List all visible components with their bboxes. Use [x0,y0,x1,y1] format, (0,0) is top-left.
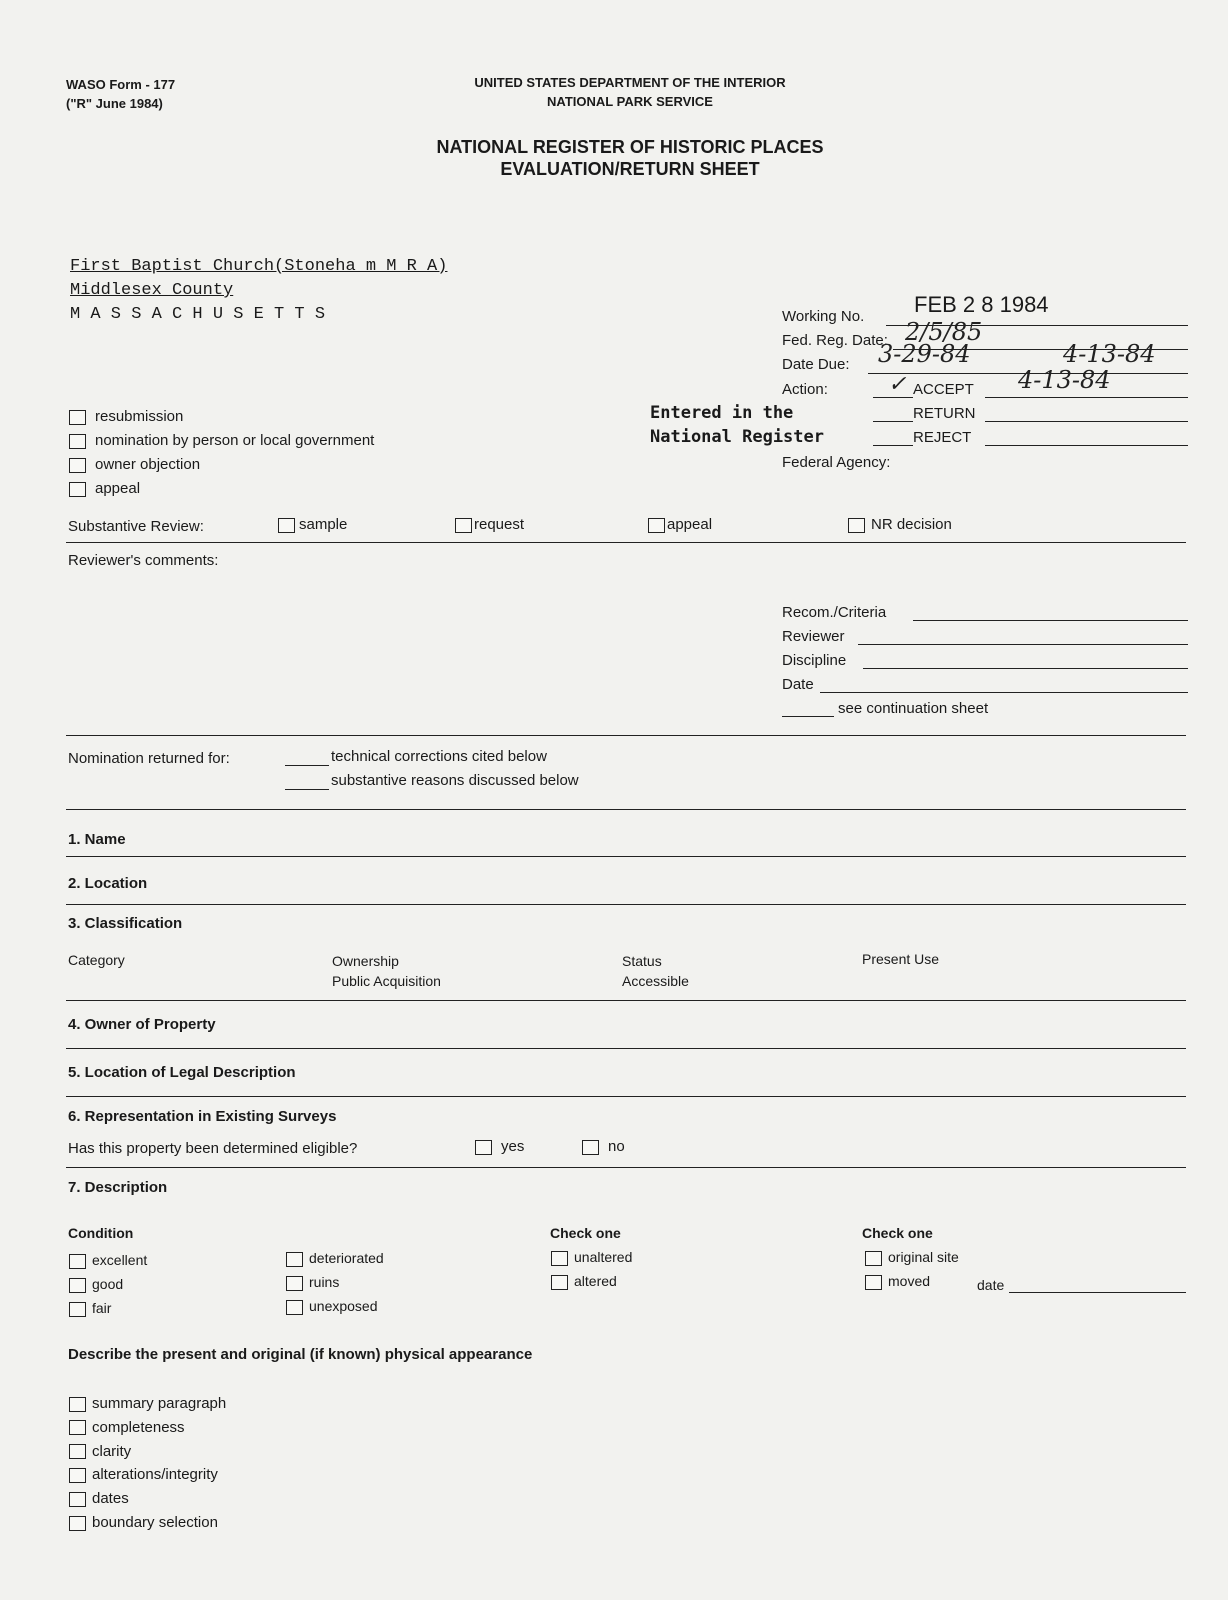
continuation-label: see continuation sheet [838,700,989,717]
stamp-line2: National Register [650,427,824,447]
divider [66,904,1186,905]
checkbox[interactable] [69,1468,86,1483]
accept-date-handwritten: 4-13-84 [1018,366,1111,394]
return-label: RETURN [913,405,976,422]
checkbox[interactable] [648,518,665,533]
accessible-label: Accessible [622,973,689,989]
title-line1: NATIONAL REGISTER OF HISTORIC PLACES [436,137,824,157]
checkbox[interactable] [69,1444,86,1459]
checkbox[interactable] [551,1275,568,1290]
site-moved[interactable]: moved [865,1269,959,1293]
checkbox[interactable] [69,482,86,497]
checkbox[interactable] [69,1278,86,1293]
appearance-clarity[interactable]: clarity [69,1440,226,1464]
divider [66,735,1186,736]
checkbox[interactable] [286,1252,303,1267]
checkbox[interactable] [286,1276,303,1291]
ownership-block [332,951,441,991]
review-option-sample[interactable]: sample [278,516,347,533]
date-due-handwritten-1: 3-29-84 [878,340,971,368]
alteration-altered[interactable]: altered [551,1269,632,1293]
discipline-line[interactable] [863,668,1188,669]
checkbox[interactable] [69,1397,86,1412]
appearance-dates[interactable]: dates [69,1487,226,1511]
section-5-legal-description: 5. Location of Legal Description [68,1064,296,1081]
substantive-reasons-label: substantive reasons discussed below [331,772,579,789]
property-state: M A S S A C H U S E T T S [70,305,326,324]
site-options [865,1245,959,1293]
alteration-options [551,1245,632,1293]
checkbox[interactable] [69,1254,86,1269]
continuation-blank[interactable] [782,716,834,717]
checkbox[interactable] [69,458,86,473]
checkbox[interactable] [848,518,865,533]
checkbox[interactable] [69,1492,86,1507]
reject-line [985,445,1188,446]
accept-date-line [985,397,1188,398]
divider [66,809,1186,810]
action-label: Action: [782,381,828,398]
eligibility-question: Has this property been determined eligible? [68,1140,358,1157]
accept-blank [873,397,913,398]
checkbox[interactable] [69,1516,86,1531]
section-2-location: 2. Location [68,875,148,892]
checkbox[interactable] [865,1275,882,1290]
condition-deteriorated[interactable]: deteriorated [286,1246,384,1270]
site-check-one-label: Check one [862,1225,933,1241]
present-use-label: Present Use [862,951,940,967]
divider [66,542,1186,543]
title-line2: EVALUATION/RETURN SHEET [500,159,760,179]
property-county: Middlesex County [70,281,234,300]
condition-ruins[interactable]: ruins [286,1270,384,1294]
appearance-boundary-selection[interactable]: boundary selection [69,1511,226,1535]
entered-register-stamp [650,401,824,449]
review-option-appeal[interactable]: appeal [648,516,712,533]
submission-type-list [69,405,374,501]
divider [66,1000,1186,1001]
condition-good[interactable]: good [69,1272,147,1296]
checkbox[interactable] [455,518,472,533]
fed-reg-date-label: Fed. Reg. Date: [782,332,888,349]
reviewer-comments-label: Reviewer's comments: [68,552,219,569]
section-1-name: 1. Name [68,831,126,848]
condition-unexposed[interactable]: unexposed [286,1294,384,1318]
checkbox[interactable] [69,1302,86,1317]
technical-corrections-label: technical corrections cited below [331,748,547,765]
divider [66,856,1186,857]
checkbox[interactable] [582,1140,599,1155]
submission-resubmission[interactable]: resubmission [69,405,374,429]
ownership-label: Ownership [332,953,399,969]
alteration-unaltered[interactable]: unaltered [551,1245,632,1269]
discipline-label: Discipline [782,652,847,669]
return-blank [873,421,913,422]
reject-blank [873,445,913,446]
accept-check-mark: ✓ [888,372,907,397]
review-option-request[interactable]: request [455,516,524,533]
agency-line2: NATIONAL PARK SERVICE [547,94,713,109]
condition-excellent[interactable]: excellent [69,1248,147,1272]
date-due-handwritten-2: 4-13-84 [1063,340,1156,368]
submission-owner-objection[interactable]: owner objection [69,453,374,477]
federal-agency-label: Federal Agency: [782,454,891,471]
checkbox[interactable] [286,1300,303,1315]
condition-label: Condition [68,1225,134,1241]
review-option-nr-decision[interactable]: NR decision [848,516,952,533]
nomination-returned-label: Nomination returned for: [68,750,230,767]
working-no-label: Working No. [782,308,865,325]
submission-nomination[interactable]: nomination by person or local government [69,429,374,453]
public-acquisition-label: Public Acquisition [332,973,441,989]
date-due-label: Date Due: [782,356,850,373]
section-4-owner: 4. Owner of Property [68,1016,216,1033]
checkbox[interactable] [278,518,295,533]
divider [66,1167,1186,1168]
return-line [985,421,1188,422]
section-3-classification: 3. Classification [68,915,183,932]
condition-fair[interactable]: fair [69,1296,147,1320]
date-label: Date [782,676,814,693]
condition-column-2 [286,1246,384,1318]
eligibility-yes[interactable]: yes [475,1138,524,1155]
status-label: Status [622,953,662,969]
checkbox[interactable] [69,1420,86,1435]
moved-date-label: date [977,1277,1005,1293]
fed-reg-date-handwritten: 2/5/85 [905,318,983,346]
section-7-description: 7. Description [68,1179,168,1196]
eligibility-no[interactable]: no [582,1138,625,1155]
date-line[interactable] [820,692,1188,693]
appearance-label: Describe the present and original (if known) physical appearance [68,1346,533,1363]
appearance-completeness[interactable]: completeness [69,1416,226,1440]
appearance-summary-paragraph[interactable]: summary paragraph [69,1392,226,1416]
page-title [330,136,930,180]
substantive-blank[interactable] [285,789,329,790]
checkbox[interactable] [475,1140,492,1155]
checkbox[interactable] [69,410,86,425]
accept-label: ACCEPT [913,381,974,398]
alteration-check-one-label: Check one [550,1225,621,1241]
appearance-alterations-integrity[interactable]: alterations/integrity [69,1463,226,1487]
checkbox[interactable] [865,1251,882,1266]
status-block [622,951,689,991]
substantive-review-label: Substantive Review: [68,518,204,535]
appearance-checklist [69,1392,226,1535]
moved-date-line[interactable] [1009,1292,1186,1293]
divider [66,1096,1186,1097]
checkbox[interactable] [551,1251,568,1266]
property-name: First Baptist Church(Stoneha m M R A) [70,257,448,276]
stamp-line1: Entered in the [650,403,794,423]
agency-line1: UNITED STATES DEPARTMENT OF THE INTERIOR [474,75,786,90]
form-id-line2: ("R" June 1984) [66,96,163,111]
recom-criteria-line[interactable] [913,620,1188,621]
working-no-stamp: FEB 2 8 1984 [914,292,1049,317]
reviewer-line[interactable] [858,644,1188,645]
category-label: Category [68,952,125,968]
recom-criteria-label: Recom./Criteria [782,604,887,621]
divider [66,1048,1186,1049]
section-6-surveys: 6. Representation in Existing Surveys [68,1108,337,1125]
technical-blank[interactable] [285,765,329,766]
site-original[interactable]: original site [865,1245,959,1269]
checkbox[interactable] [69,434,86,449]
form-id-line1: WASO Form - 177 [66,77,176,92]
submission-appeal[interactable]: appeal [69,477,374,501]
condition-column-1 [69,1248,147,1320]
reject-label: REJECT [913,429,972,446]
reviewer-label: Reviewer [782,628,845,645]
